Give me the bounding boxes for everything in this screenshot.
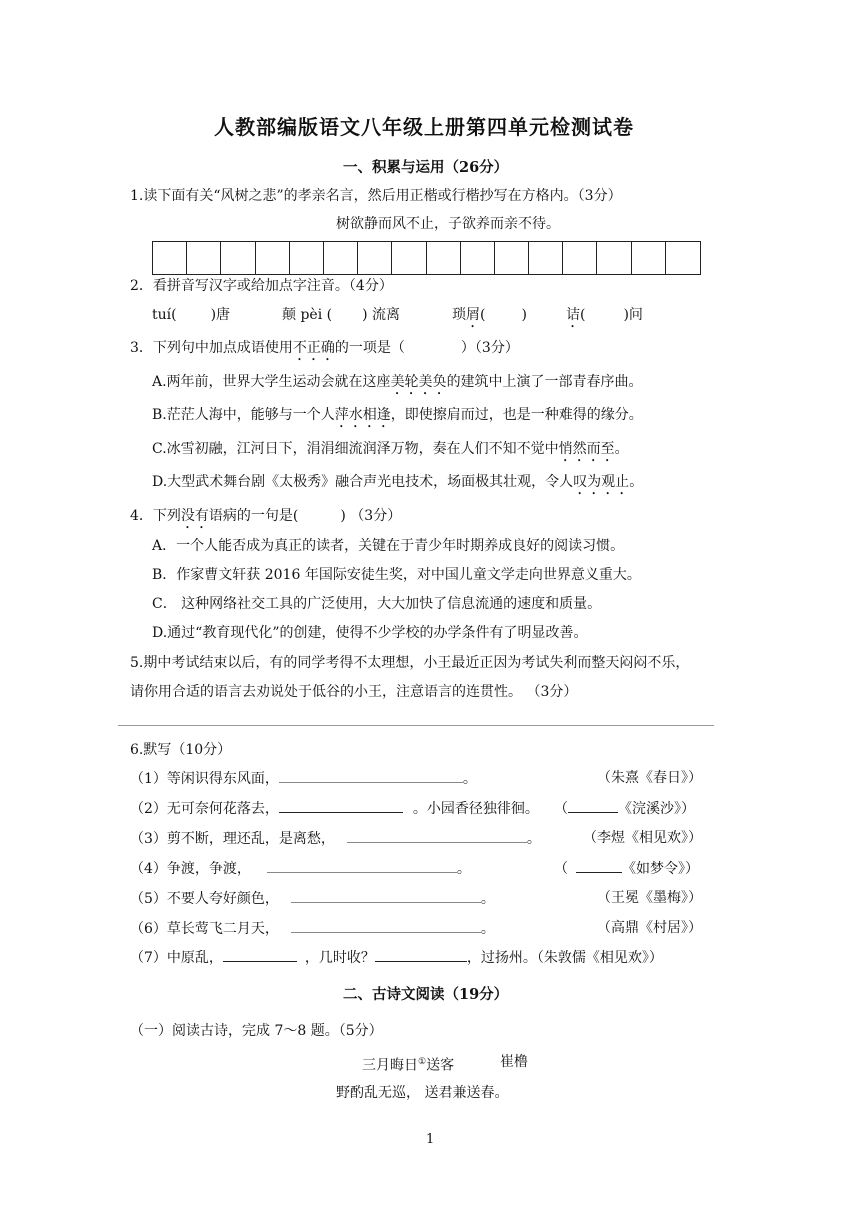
question-3-option-d [152, 472, 643, 498]
question-3-option-c [152, 439, 629, 465]
dotted-idiom: 悄然而至 [558, 441, 615, 457]
grid-cell[interactable] [187, 242, 221, 274]
blank-field[interactable] [279, 768, 463, 783]
line-text: （6）草长莺飞二月天， [130, 921, 279, 937]
line-text: 。 [462, 771, 477, 787]
prompt-text: 语病的一句是( [208, 508, 299, 524]
line-text: 。 [456, 861, 471, 877]
question-3-prompt [130, 338, 519, 364]
dotted-char: 屑 [466, 307, 480, 323]
word-char: 琐 [452, 307, 466, 323]
source-text: （ [554, 861, 568, 877]
dictation-line-6 [130, 918, 495, 939]
option-text: ，即使擦肩而过，也是一种难得的缘分。 [390, 407, 643, 423]
section-heading-1: 一、积累与运用（26分） [343, 159, 509, 176]
grid-cell[interactable] [529, 242, 563, 274]
dictation-line-3 [130, 828, 541, 849]
dictation-source-6: （高鼎《村居》） [597, 920, 702, 936]
dictation-source-4 [554, 858, 699, 879]
paren-open: ( [580, 307, 586, 323]
grid-cell[interactable] [666, 242, 700, 274]
question-2-item-1 [152, 305, 230, 325]
grid-cell[interactable] [324, 242, 358, 274]
grid-cell[interactable] [221, 242, 255, 274]
dictation-line-4 [130, 858, 471, 879]
blank-field[interactable] [568, 798, 618, 813]
grid-cell[interactable] [153, 242, 187, 274]
grid-cell[interactable] [392, 242, 426, 274]
question-4-option-b: B．作家曹文轩获 2016 年国际安徒生奖，对中国儿童文学走向世界意义重大。 [152, 567, 641, 583]
grid-cell[interactable] [461, 242, 495, 274]
option-text: 。 [614, 441, 629, 457]
question-3-option-a [152, 372, 643, 398]
grid-cell[interactable] [495, 242, 529, 274]
question-2-item-2 [282, 305, 400, 325]
blank-field[interactable] [576, 858, 622, 873]
dictation-line-2 [130, 798, 539, 819]
part-1-heading: （一）阅读古诗，完成 7～8 题。（5分） [130, 1023, 383, 1039]
option-text: 。 [629, 474, 644, 490]
prompt-text: 的一项是（ [334, 340, 405, 356]
dictation-source-1: （朱熹《春日》） [597, 770, 702, 786]
poem-title-text: 送客 [426, 1057, 455, 1074]
line-text: 。 [526, 831, 541, 847]
pinyin-text: tuí( [152, 307, 177, 323]
item-suffix: )问 [623, 307, 643, 323]
question-1-prompt: 1.读下面有关“风树之悲”的孝亲名言，然后用正楷或行楷抄写在方格内。（3分） [130, 188, 622, 204]
blank-field[interactable] [347, 828, 527, 843]
grid-cell[interactable] [256, 242, 290, 274]
blank-field[interactable] [291, 888, 481, 903]
line-text: （2）无可奈何花落去， [130, 801, 279, 817]
dictation-source-2 [554, 798, 695, 819]
blank-field[interactable] [291, 918, 481, 933]
grid-cell[interactable] [563, 242, 597, 274]
dictation-source-3: （李煜《相见欢》） [583, 830, 702, 846]
option-text: C.冰雪初融，江河日下，涓涓细流润泽万物，奏在人们不知不觉中 [152, 441, 559, 457]
poem-author: 崔橹 [500, 1054, 528, 1070]
question-3-option-b [152, 405, 643, 431]
grid-cell[interactable] [597, 242, 631, 274]
option-text: D.大型武术舞台剧《太极秀》融合声光电技术，场面极其壮观，令人 [152, 474, 574, 490]
paren-open: ( [480, 307, 486, 323]
question-6-prompt: 6.默写（10分） [130, 742, 232, 758]
poem-title [362, 1052, 454, 1076]
line-text: 。 [480, 921, 495, 937]
line-text: （5）不要人夸好颜色， [130, 891, 279, 907]
grid-cell[interactable] [358, 242, 392, 274]
source-text: 《浣溪沙》） [618, 801, 695, 817]
question-1-quote: 树欲静而风不止，子欲养而亲不待。 [336, 216, 560, 232]
poem-line-1: 野酌乱无巡， 送君兼送春。 [336, 1085, 509, 1101]
option-text: A.两年前，世界大学生运动会就在这座 [152, 374, 391, 390]
dictation-line-7 [130, 947, 663, 968]
prompt-text: 3．下列句中加点成语使用 [130, 340, 293, 356]
paren-close: ) [521, 307, 527, 323]
question-4-option-d: D.通过“教育现代化”的创建，使得不少学校的办学条件有了明显改善。 [152, 625, 588, 641]
question-2-item-4 [566, 305, 643, 331]
blank-field[interactable] [279, 798, 403, 813]
question-2-item-3 [452, 305, 527, 331]
question-4-option-c: C． 这种网络社交工具的广泛使用，大大加快了信息流通的速度和质量。 [152, 596, 602, 612]
prompt-text: 4．下列 [130, 508, 181, 524]
question-4-prompt [130, 506, 401, 532]
line-text: （1）等闲识得东风面， [130, 771, 279, 787]
question-4-option-a: A．一个人能否成为真正的读者，关键在于青少年时期养成良好的阅读习惯。 [152, 538, 625, 554]
pinyin-text: 颠 pèi ( [282, 307, 333, 323]
blank-field[interactable] [375, 947, 467, 962]
source-text: （ [554, 801, 568, 817]
grid-cell[interactable] [290, 242, 324, 274]
dotted-text: 不正确 [292, 340, 335, 356]
line-text: ，过扬州。（朱敦儒《相见欢》） [466, 950, 663, 966]
answer-line[interactable] [118, 725, 714, 726]
option-text: B.茫茫人海中，能够与一个人 [152, 407, 335, 423]
question-5-line-2: 请你用合适的语言去劝说处于低谷的小王，注意语言的连贯性。 （3分） [130, 684, 578, 700]
question-5-line-1: 5.期中考试结束以后，有的同学考得不太理想，小王最近正因为考试失利而整天闷闷不乐， [130, 655, 690, 671]
item-suffix: )唐 [210, 307, 231, 323]
line-text: 。小园香径独徘徊。 [412, 801, 539, 817]
prompt-text: ）（3分） [460, 340, 519, 356]
line-text: ，几时收？ [304, 950, 375, 966]
dotted-idiom: 美轮美奂 [390, 374, 447, 390]
grid-cell[interactable] [632, 242, 666, 274]
source-text: 《如梦令》） [622, 861, 699, 877]
line-text: （3）剪不断，理还乱，是离愁， [130, 831, 335, 847]
dictation-line-1 [130, 768, 477, 789]
dotted-idiom: 叹为观止 [573, 474, 630, 490]
section-heading-2: 二、古诗文阅读（19分） [343, 986, 509, 1003]
poem-title-text: 三月晦日 [362, 1057, 418, 1074]
dotted-char: 诘 [566, 307, 580, 323]
question-2-prompt: 2．看拼音写汉字或给加点字注音。（4分） [130, 278, 393, 294]
dotted-text: 没有 [180, 508, 209, 524]
page-title: 人教部编版语文八年级上册第四单元检测试卷 [214, 115, 634, 139]
writing-grid[interactable] [152, 241, 701, 275]
grid-cell[interactable] [427, 242, 461, 274]
line-text: 。 [480, 891, 495, 907]
dictation-line-5 [130, 888, 495, 909]
prompt-text: ) （3分） [340, 508, 402, 524]
footnote-marker: ① [418, 1057, 427, 1067]
blank-field[interactable] [267, 858, 457, 873]
blank-field[interactable] [223, 947, 297, 962]
line-text: （4）争渡，争渡， [130, 861, 251, 877]
dictation-source-5: （王冕《墨梅》） [597, 890, 702, 906]
item-suffix: ) 流离 [362, 307, 401, 323]
page-number: 1 [426, 1132, 435, 1147]
option-text: 的建筑中上演了一部青春序曲。 [446, 374, 643, 390]
dotted-idiom: 萍水相逢 [334, 407, 391, 423]
line-text: （7）中原乱， [130, 950, 223, 966]
